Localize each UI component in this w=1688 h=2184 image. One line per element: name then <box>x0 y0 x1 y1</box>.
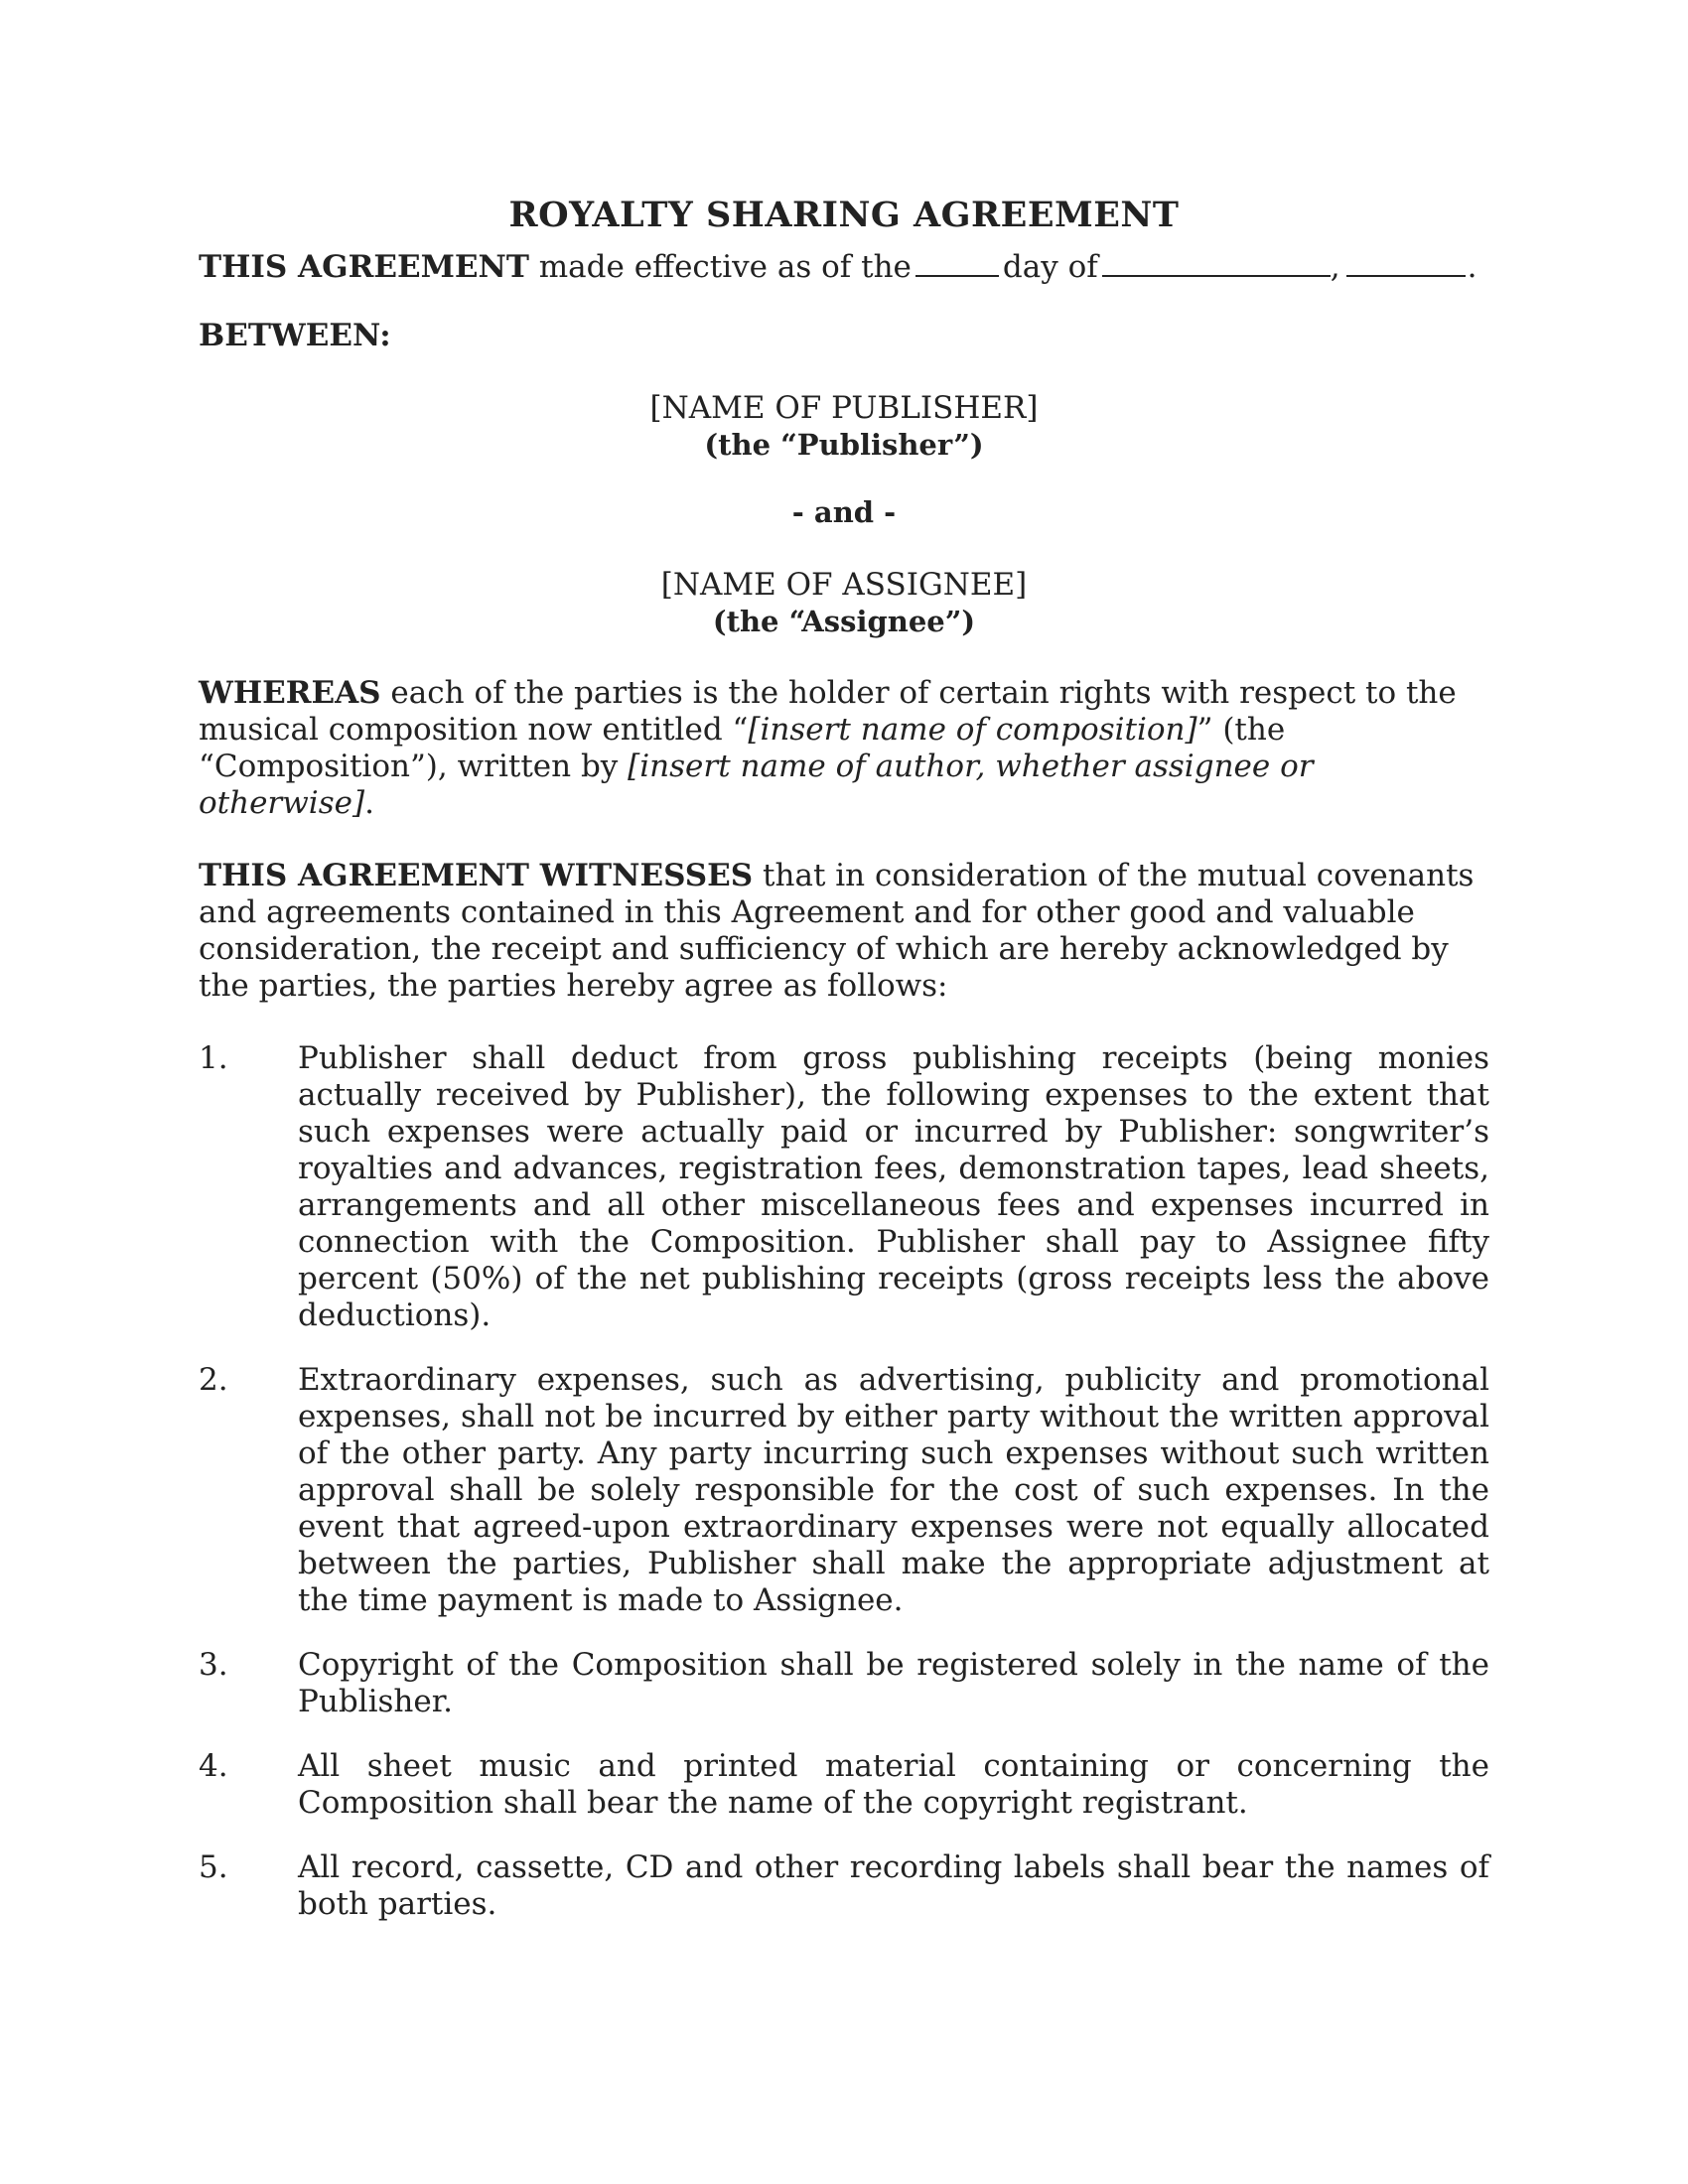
clause-text: Copyright of the Composition shall be registered solely in the name of the Publisher. <box>298 1647 1489 1719</box>
whereas-paragraph <box>199 675 1489 822</box>
day-blank[interactable] <box>915 251 999 277</box>
witnesses-text: that in consideration of the mutual covenants and agreements contained in this Agreement and for other good and valuable consideration, the receipt and sufficiency of which are hereby acknowledged by the parties, the parties hereby agree as follows: <box>199 858 1475 1004</box>
year-blank[interactable] <box>1346 251 1466 277</box>
clause-list <box>199 1040 1489 1923</box>
clause-number: 4. <box>199 1748 228 1784</box>
clause-text: Publisher shall deduct from gross publishing receipts (being monies actually received by Publisher), the following expenses to the extent that such expenses were actually paid or incurred by Publisher: songwriter’s royalties and advances, registration fees, demonstration tapes, lead sheets, arrangements and all other miscellaneous fees and expenses incurred in connection with the Composition. Publisher shall pay to Assignee fifty percent (50%) of the net publishing receipts (gross receipts less the above deductions). <box>298 1040 1489 1333</box>
author-placeholder: [insert name of author, whether assignee or otherwise] <box>199 749 1314 821</box>
preamble-end: . <box>1467 249 1477 285</box>
clause-item <box>199 1647 1489 1720</box>
preamble-text: made effective as of the <box>528 249 912 285</box>
whereas-lead: WHEREAS <box>199 675 381 711</box>
whereas-text-2: ” (the “Composition”), written by <box>199 712 1286 784</box>
between-label: BETWEEN: <box>199 318 391 353</box>
clause-text: All record, cassette, CD and other recording labels shall bear the names of both parties. <box>298 1849 1489 1922</box>
clause-item <box>199 1849 1489 1923</box>
whereas-end: . <box>364 785 374 821</box>
preamble-lead: THIS AGREEMENT <box>199 249 529 285</box>
clause-text: All sheet music and printed material containing or concerning the Composition shall bear the name of the copyright registrant. <box>298 1748 1489 1821</box>
clause-number: 5. <box>199 1849 228 1885</box>
witnesses-lead: THIS AGREEMENT WITNESSES <box>199 858 754 893</box>
date-separator: , <box>1330 249 1340 285</box>
assignee-party <box>199 567 1489 639</box>
day-of-label: day of <box>1002 249 1098 285</box>
effective-date-line <box>199 249 1489 286</box>
clause-number: 3. <box>199 1647 228 1683</box>
whereas-text-1: each of the parties is the holder of certain rights with respect to the musical composition now entitled “ <box>199 675 1457 748</box>
publisher-role: (the “Publisher”) <box>704 428 984 462</box>
and-separator: - and - <box>791 495 897 529</box>
composition-placeholder: [insert name of composition] <box>748 712 1197 748</box>
publisher-name: [NAME OF PUBLISHER] <box>649 390 1039 426</box>
clause-text: Extraordinary expenses, such as advertising, publicity and promotional expenses, shall not be incurred by either party without the written approval of the other party. Any party incurring such expenses without such written approval shall be solely responsible for the cost of such expenses. In the event that agreed-upon extraordinary expenses were not equally allocated between the parties, Publisher shall make the appropriate adjustment at the time payment is made to Assignee. <box>298 1362 1489 1618</box>
month-blank[interactable] <box>1102 251 1331 277</box>
document-title: ROYALTY SHARING AGREEMENT <box>508 195 1180 235</box>
clause-item <box>199 1748 1489 1822</box>
clause-item <box>199 1362 1489 1619</box>
publisher-party <box>199 390 1489 463</box>
clause-number: 2. <box>199 1362 228 1398</box>
document-page <box>199 194 1489 1951</box>
clause-item <box>199 1040 1489 1334</box>
assignee-name: [NAME OF ASSIGNEE] <box>660 567 1028 603</box>
clause-number: 1. <box>199 1040 228 1076</box>
assignee-role: (the “Assignee”) <box>712 605 976 638</box>
witnesses-paragraph <box>199 858 1489 1005</box>
